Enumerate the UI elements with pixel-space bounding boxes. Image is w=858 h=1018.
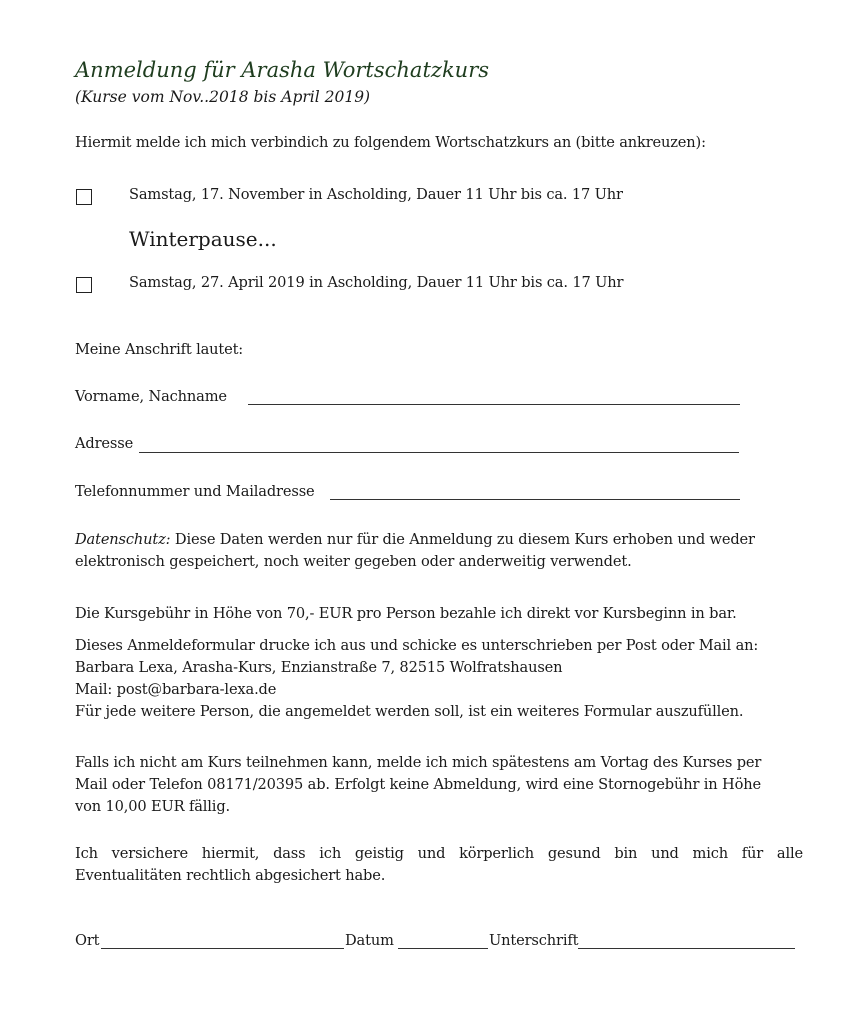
course-2-label: Samstag, 27. April 2019 in Ascholding, Dauer 11 Uhr bis ca. 17 Uhr: [129, 274, 624, 291]
address-heading: Meine Anschrift lautet:: [75, 341, 244, 358]
cancellation-notice: [75, 752, 803, 818]
address-field-label: Adresse: [75, 435, 134, 452]
send-line-4: Für jede weitere Person, die angemeldet werden soll, ist ein weiteres Formular auszufüllen.: [75, 703, 744, 720]
privacy-prefix: Datenschutz:: [75, 531, 171, 548]
date-label: Datum: [345, 932, 394, 949]
name-field-line[interactable]: [248, 404, 740, 405]
cancel-line-1: Falls ich nicht am Kurs teilnehmen kann, melde ich mich spätestens am Vortag des Kurses per: [75, 754, 762, 771]
name-field-label: Vorname, Nachname: [75, 388, 227, 405]
place-field-line[interactable]: [101, 948, 344, 949]
date-field-line[interactable]: [398, 948, 488, 949]
health-line-1: Ich versichere hiermit, dass ich geistig und körperlich gesund bin und mich für alle: [75, 845, 803, 862]
privacy-notice: [75, 529, 803, 573]
contact-field-label: Telefonnummer und Mailadresse: [75, 483, 315, 500]
privacy-line-1: Diese Daten werden nur für die Anmeldung zu diesem Kurs erhoben und weder: [170, 531, 755, 548]
form-subtitle: (Kurse vom Nov..2018 bis April 2019): [75, 88, 371, 106]
send-instructions: [75, 635, 803, 723]
send-address: Barbara Lexa, Arasha-Kurs, Enzianstraße 7, 82515 Wolfratshausen: [75, 659, 563, 676]
winter-break-text: Winterpause...: [129, 227, 277, 251]
send-mail: Mail: post@barbara-lexa.de: [75, 681, 277, 698]
course-2-checkbox[interactable]: [76, 277, 92, 293]
address-field-line[interactable]: [139, 452, 739, 453]
privacy-line-2: elektronisch gespeichert, noch weiter gegeben oder anderweitig verwendet.: [75, 553, 632, 570]
signature-field-line[interactable]: [578, 948, 795, 949]
fee-text: Die Kursgebühr in Höhe von 70,- EUR pro Person bezahle ich direkt vor Kursbeginn in bar.: [75, 605, 737, 622]
form-title: Anmeldung für Arasha Wortschatzkurs: [75, 58, 490, 82]
send-line-1: Dieses Anmeldeformular drucke ich aus und schicke es unterschrieben per Post oder Mail an:: [75, 637, 759, 654]
place-label: Ort: [75, 932, 100, 949]
course-1-checkbox[interactable]: [76, 189, 92, 205]
signature-label: Unterschrift: [489, 932, 579, 949]
health-line-2: Eventualitäten rechtlich abgesichert habe.: [75, 867, 386, 884]
course-1-label: Samstag, 17. November in Ascholding, Dauer 11 Uhr bis ca. 17 Uhr: [129, 186, 623, 203]
health-declaration: [75, 843, 803, 887]
contact-field-line[interactable]: [330, 499, 740, 500]
cancel-line-3: von 10,00 EUR fällig.: [75, 798, 231, 815]
cancel-line-2: Mail oder Telefon 08171/20395 ab. Erfolgt keine Abmeldung, wird eine Stornogebühr in Höhe: [75, 776, 761, 793]
intro-text: Hiermit melde ich mich verbindich zu folgendem Wortschatzkurs an (bitte ankreuzen):: [75, 134, 706, 151]
